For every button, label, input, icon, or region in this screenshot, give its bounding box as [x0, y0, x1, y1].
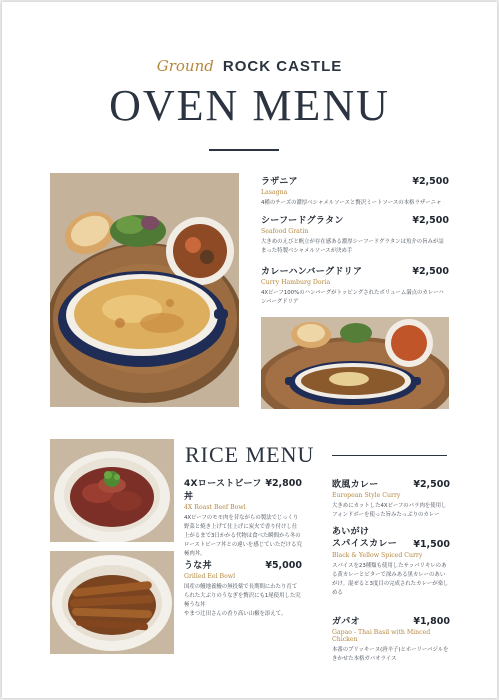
item-price: ¥1,500	[413, 539, 450, 550]
item-name-jp: ラザニア	[261, 177, 298, 187]
gratin-photo	[50, 173, 239, 407]
eel-bowl-photo	[50, 551, 174, 654]
item-price: ¥2,500	[412, 266, 449, 277]
item-name-jp: カレーハンバーグドリア	[261, 267, 363, 277]
item-name-jp: うな丼	[184, 561, 212, 571]
item-price: ¥2,800	[265, 478, 302, 489]
item-price: ¥1,800	[413, 616, 450, 627]
menu-item-curry-hamburg-doria	[261, 264, 449, 307]
item-price: ¥2,500	[413, 479, 450, 490]
menu-item-seafood-gratin	[261, 213, 449, 256]
item-name-en: Grilled Eel Bowl	[184, 573, 236, 580]
menu-sheet	[2, 2, 497, 698]
menu-item-roast-beef-bowl	[184, 476, 302, 559]
brand-name: ROCK CASTLE	[222, 58, 343, 75]
item-name-en: Black & Yellow Spiced Curry	[332, 552, 423, 559]
menu-item-lasagna	[261, 174, 449, 208]
item-name-jp: ガパオ	[332, 617, 360, 627]
item-description: 4Xビーフ100%のハンバーグがトッピングされたボリューム満点のカレーハンバーグドリア	[261, 290, 444, 305]
title-divider	[209, 149, 279, 151]
item-description: 大きめにカットした4Xビーフのバラ肉を使用しフォンドボーを使った旨みたっぷりのカレー	[332, 503, 447, 518]
item-name-en: Seafood Gratin	[261, 228, 309, 235]
item-description: 大きめのえびと帆立が存在感ある濃厚シーフードグラタンは魚介の旨みが詰まった特製ベシャメルソースが決め手	[261, 239, 444, 254]
item-name-en: European Style Curry	[332, 492, 401, 499]
menu-item-spice-curry	[332, 526, 450, 598]
curry-doria-photo	[261, 317, 449, 409]
item-name-jp: 欧風カレー	[332, 480, 379, 490]
menu-item-eel-bowl	[184, 558, 302, 619]
item-name-jp: あいがけ スパイスカレー	[332, 527, 398, 549]
item-price: ¥2,500	[412, 215, 449, 226]
page-title: OVEN MENU	[109, 81, 390, 130]
item-description: 本番のプリッキーヌ(唐辛子)とホーリーバジルをきかせた本格ガパオライス	[332, 647, 449, 662]
item-description: スパイスを23種類も使用したサッパリキレのある黄カレーとビターで深みある黒カレーのあいがけ。混ぜると3度目の完成されたカレーが楽しめる	[332, 563, 449, 596]
rice-menu-divider	[332, 455, 447, 456]
item-name-en: Curry Hamburg Doria	[261, 279, 331, 286]
item-description: 国産の鰻地養鰻の無投薬で長期間にわたり育てられた大ぶりのうなぎを贅沢にも1尾使用した究極うな丼 やまつ辻田さんの香り高い山椒を添えて。	[184, 584, 301, 617]
menu-item-gapao	[332, 614, 450, 664]
item-price: ¥2,500	[412, 176, 449, 187]
item-price: ¥5,000	[265, 560, 302, 571]
item-name-en: Gapao - Thai Basil with Minced Chicken	[332, 629, 431, 643]
item-description: 4種のチーズの濃厚ベシャメルソースと贅沢ミートソースの本格ラザーニャ	[261, 200, 442, 206]
item-name-en: 4X Roast Beef Bowl	[184, 504, 246, 511]
item-name-jp: 4Xローストビーフ丼	[184, 479, 262, 502]
brand-logo	[2, 56, 497, 75]
item-description: 4Xビーフのモモ肉を昔ながらの製法でじっくり野菜と焼き上げて仕上げに炭火で香り付けし仕上がるまで3日かかる代物は食べた瞬間から冬のローストビーフ丼との違いを感じていただける究極肉丼。	[184, 515, 302, 557]
roast-beef-bowl-photo	[50, 439, 174, 542]
item-name-jp: シーフードグラタン	[261, 216, 344, 226]
menu-item-european-curry	[332, 477, 450, 520]
brand-script: Ground	[156, 57, 214, 75]
rice-menu-title: RICE MENU	[185, 442, 315, 467]
item-name-en: Lasagna	[261, 189, 288, 196]
